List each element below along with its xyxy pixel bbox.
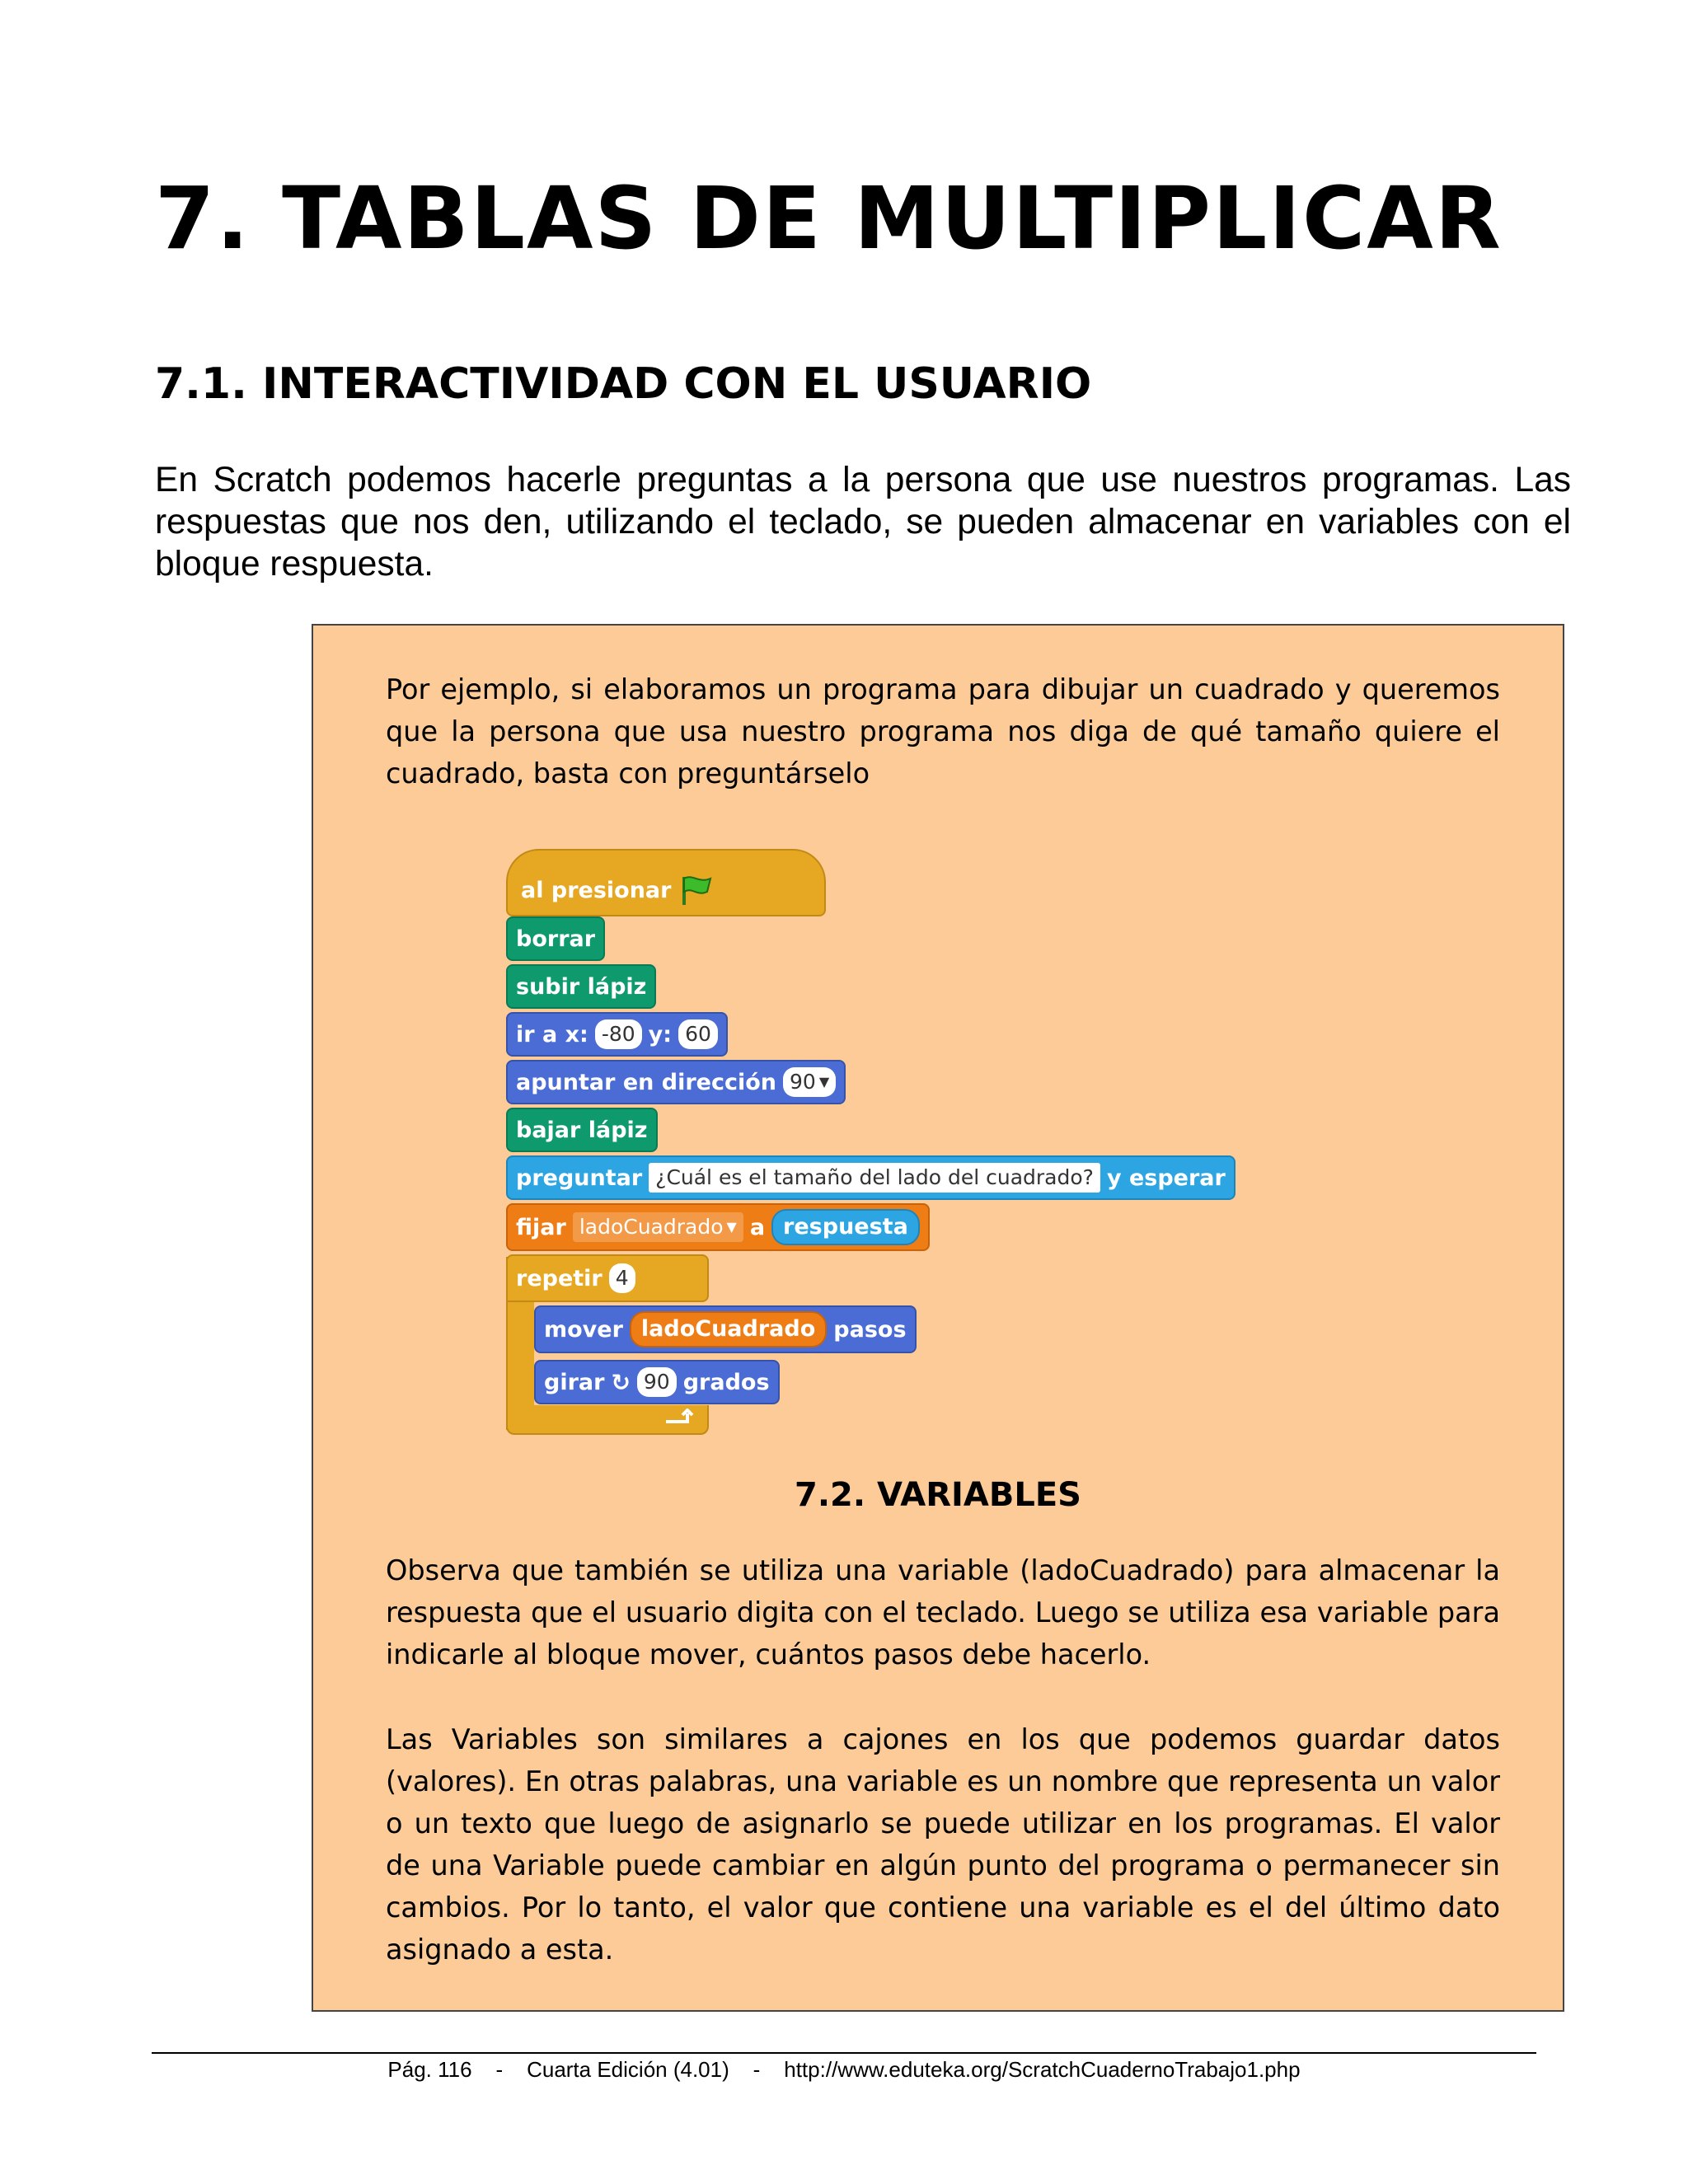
- ask-suffix: y esperar: [1106, 1165, 1226, 1191]
- repeat-count-input[interactable]: 4: [609, 1263, 635, 1293]
- dropdown-arrow-icon: ▼: [726, 1219, 737, 1235]
- pen-down-block[interactable]: [506, 1108, 658, 1152]
- variables-paragraph-1: Observa que también se utiliza una variable (ladoCuadrado) para almacenar la respuesta que el usuario digita con el teclado. Luego se utiliza esa variable para indicarle al bloque mover, cuántos pasos debe hacerlo.: [386, 1554, 1500, 1671]
- footer-page: Pág. 116: [387, 2057, 472, 2082]
- rotate-right-icon: ↻: [611, 1368, 631, 1396]
- green-flag-icon: [678, 874, 715, 907]
- set-to-label: a: [749, 1214, 766, 1240]
- ask-and-wait-block[interactable]: [506, 1155, 1236, 1200]
- section-title: 7.1. INTERACTIVIDAD CON EL USUARIO: [155, 359, 1092, 409]
- pen-down-label: bajar lápiz: [516, 1117, 648, 1143]
- goto-y-input[interactable]: 60: [678, 1019, 718, 1049]
- move-steps-block[interactable]: [534, 1305, 917, 1353]
- erase-block[interactable]: [506, 916, 605, 961]
- goto-xy-block[interactable]: [506, 1012, 728, 1057]
- turn-right-block[interactable]: [534, 1360, 780, 1404]
- dropdown-arrow-icon: ▼: [818, 1074, 830, 1090]
- footer-url[interactable]: http://www.eduteka.org/ScratchCuadernoTrabajo1.php: [784, 2057, 1301, 2082]
- hat-label: al presionar: [521, 877, 672, 903]
- footer-rule: [152, 2052, 1536, 2054]
- variables-section-title: 7.2. VARIABLES: [795, 1476, 1081, 1514]
- pen-up-label: subir lápiz: [516, 973, 647, 1000]
- example-paragraph: Por ejemplo, si elaboramos un programa para dibujar un cuadrado y queremos que la persona que usa nuestro programa nos diga de qué tamaño quiere el cuadrado, basta con preguntárselo: [386, 673, 1500, 790]
- set-variable-dropdown[interactable]: [573, 1212, 743, 1242]
- move-label: mover: [544, 1316, 623, 1343]
- point-direction-value: 90: [790, 1070, 816, 1094]
- erase-label: borrar: [516, 926, 596, 952]
- footer-separator: -: [495, 2057, 504, 2082]
- turn-degrees-input[interactable]: 90: [637, 1367, 677, 1397]
- answer-reporter[interactable]: respuesta: [771, 1209, 920, 1245]
- repeat-c-bottom: [506, 1405, 709, 1435]
- chapter-title: 7. TABLAS DE MULTIPLICAR: [155, 168, 1503, 269]
- footer-separator-2: -: [753, 2057, 761, 2082]
- repeat-label: repetir: [516, 1265, 603, 1291]
- set-variable-block[interactable]: [506, 1203, 930, 1251]
- turn-label: girar: [544, 1369, 605, 1395]
- ask-label: preguntar: [516, 1165, 643, 1191]
- repeat-block[interactable]: [506, 1254, 709, 1302]
- variables-paragraph-2: Las Variables son similares a cajones en los que podemos guardar datos (valores). En otras palabras, una variable es un nombre que representa un valor o un texto que luego de asignarlo se puede utilizar en los programas. El valor de una Variable puede cambiar en algún punto del programa o permanecer sin cambios. Por lo tanto, el valor que contiene una variable es el del último dato asignado a esta.: [386, 1723, 1500, 1966]
- move-suffix: pasos: [833, 1316, 907, 1343]
- goto-y-label: y:: [648, 1021, 673, 1047]
- pen-up-block[interactable]: [506, 964, 656, 1009]
- set-label: fijar: [516, 1214, 566, 1240]
- loop-arrow-icon: [663, 1408, 696, 1428]
- point-direction-block[interactable]: [506, 1060, 846, 1104]
- footer-edition: Cuarta Edición (4.01): [527, 2057, 729, 2082]
- ask-question-input[interactable]: ¿Cuál es el tamaño del lado del cuadrado?: [649, 1163, 1100, 1193]
- goto-label: ir a x:: [516, 1021, 588, 1047]
- move-variable-reporter[interactable]: ladoCuadrado: [630, 1311, 827, 1347]
- point-direction-input[interactable]: [783, 1067, 836, 1097]
- when-flag-clicked-block[interactable]: [506, 849, 826, 916]
- goto-x-input[interactable]: -80: [595, 1019, 642, 1049]
- intro-paragraph: En Scratch podemos hacerle preguntas a la persona que use nuestros programas. Las respuestas que nos den, utilizando el teclado, se pueden almacenar en variables con el bloque respuesta.: [155, 461, 1571, 583]
- turn-suffix: grados: [682, 1369, 770, 1395]
- page-footer: [152, 2057, 1536, 2083]
- set-variable-name: ladoCuadrado: [579, 1215, 724, 1239]
- point-label: apuntar en dirección: [516, 1069, 777, 1095]
